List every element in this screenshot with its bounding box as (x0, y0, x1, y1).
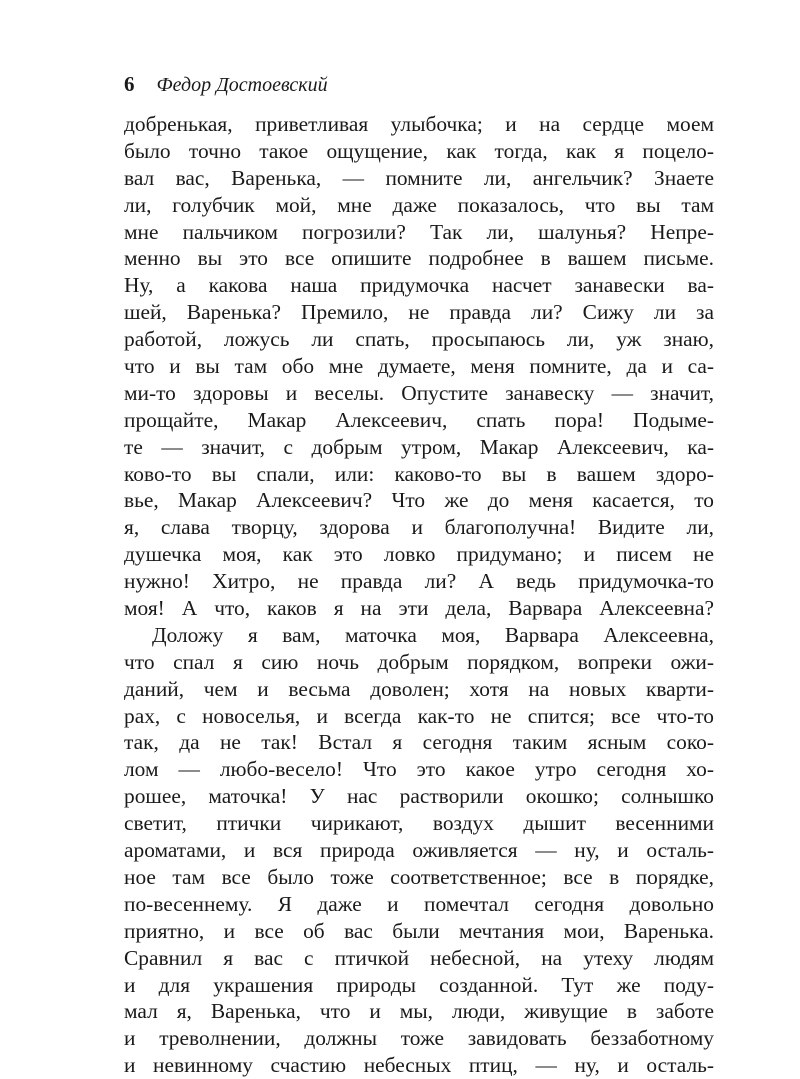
text-line: что спал я сию ночь добрым порядком, вопреки ожи- (124, 649, 714, 674)
body-text (124, 111, 714, 1079)
text-line: светит, птички чирикают, воздух дышит весенними (124, 811, 714, 836)
text-line: ароматами, и вся природа оживляется — ну, и осталь- (124, 838, 714, 863)
text-line: и невинному счастию небесных птиц, — ну, и осталь- (124, 1053, 714, 1078)
author-name: Федор Достоевский (156, 74, 328, 96)
text-line: Сравнил я вас с птичкой небесной, на утеху людям (124, 945, 714, 970)
text-line: шей, Варенька? Премило, не правда ли? Сижу ли за (124, 300, 714, 325)
text-line: было точно такое ощущение, как тогда, как я поцело- (124, 138, 714, 163)
text-line: так, да не так! Встал я сегодня таким ясным соко- (124, 730, 714, 755)
text-line: и для украшения природы созданной. Тут же поду- (124, 972, 714, 997)
text-line: ми-то здоровы и веселы. Опустите занавеску — значит, (124, 380, 714, 405)
text-line: добренькая, приветливая улыбочка; и на сердце моем (124, 112, 714, 136)
text-line: менно вы это все опишите подробнее в вашем письме. (124, 246, 714, 271)
text-line: нужно! Хитро, не правда ли? А ведь придумочка-то (124, 569, 714, 594)
running-head (124, 72, 328, 100)
text-line: лом — любо-весело! Что это какое утро сегодня хо- (124, 757, 714, 782)
text-line: приятно, и все об вас были мечтания мои, Варенька. (124, 918, 714, 943)
text-line: ное там все было тоже соответственное; все в порядке, (124, 864, 714, 889)
text-line: вье, Макар Алексеевич? Что же до меня касается, то (124, 488, 714, 513)
text-line: что и вы там обо мне думаете, меня помните, да и са- (124, 354, 714, 379)
text-line: моя! А что, каков я на эти дела, Варвара Алексеевна? (124, 596, 714, 621)
text-line: и треволнении, должны тоже завидовать беззаботному (124, 1026, 714, 1051)
text-line: работой, ложусь ли спать, просыпаюсь ли, уж знаю, (124, 327, 714, 352)
text-line: рошее, маточка! У нас растворили окошко; солнышко (124, 784, 714, 809)
text-line: Ну, а какова наша придумочка насчет занавески ва- (124, 273, 714, 298)
text-line: ково-то вы спали, или: каково-то вы в вашем здоро- (124, 461, 714, 486)
text-line: даний, чем и весьма доволен; хотя на новых кварти- (124, 676, 714, 701)
text-line: вал вас, Варенька, — помните ли, ангельчик? Знаете (124, 165, 714, 190)
text-line: рах, с новоселья, и всегда как-то не спится; все что-то (124, 703, 714, 728)
text-line: мал я, Варенька, что и мы, люди, живущие в заботе (124, 999, 714, 1024)
text-line: душечка моя, как это ловко придумано; и писем не (124, 542, 714, 567)
text-line: ли, голубчик мой, мне даже показалось, что вы там (124, 192, 714, 217)
page-number: 6 (124, 72, 135, 96)
text-line: те — значит, с добрым утром, Макар Алексеевич, ка- (124, 434, 714, 459)
text-line: прощайте, Макар Алексеевич, спать пора! Подыме- (124, 407, 714, 432)
text-line-paragraph-start: Доложу я вам, маточка моя, Варвара Алексеевна, (152, 622, 714, 647)
text-line: я, слава творцу, здорова и благополучна! Видите ли, (124, 515, 714, 540)
text-line: по-весеннему. Я даже и помечтал сегодня довольно (124, 891, 714, 916)
text-line: мне пальчиком погрозили? Так ли, шалунья? Непре- (124, 219, 714, 244)
